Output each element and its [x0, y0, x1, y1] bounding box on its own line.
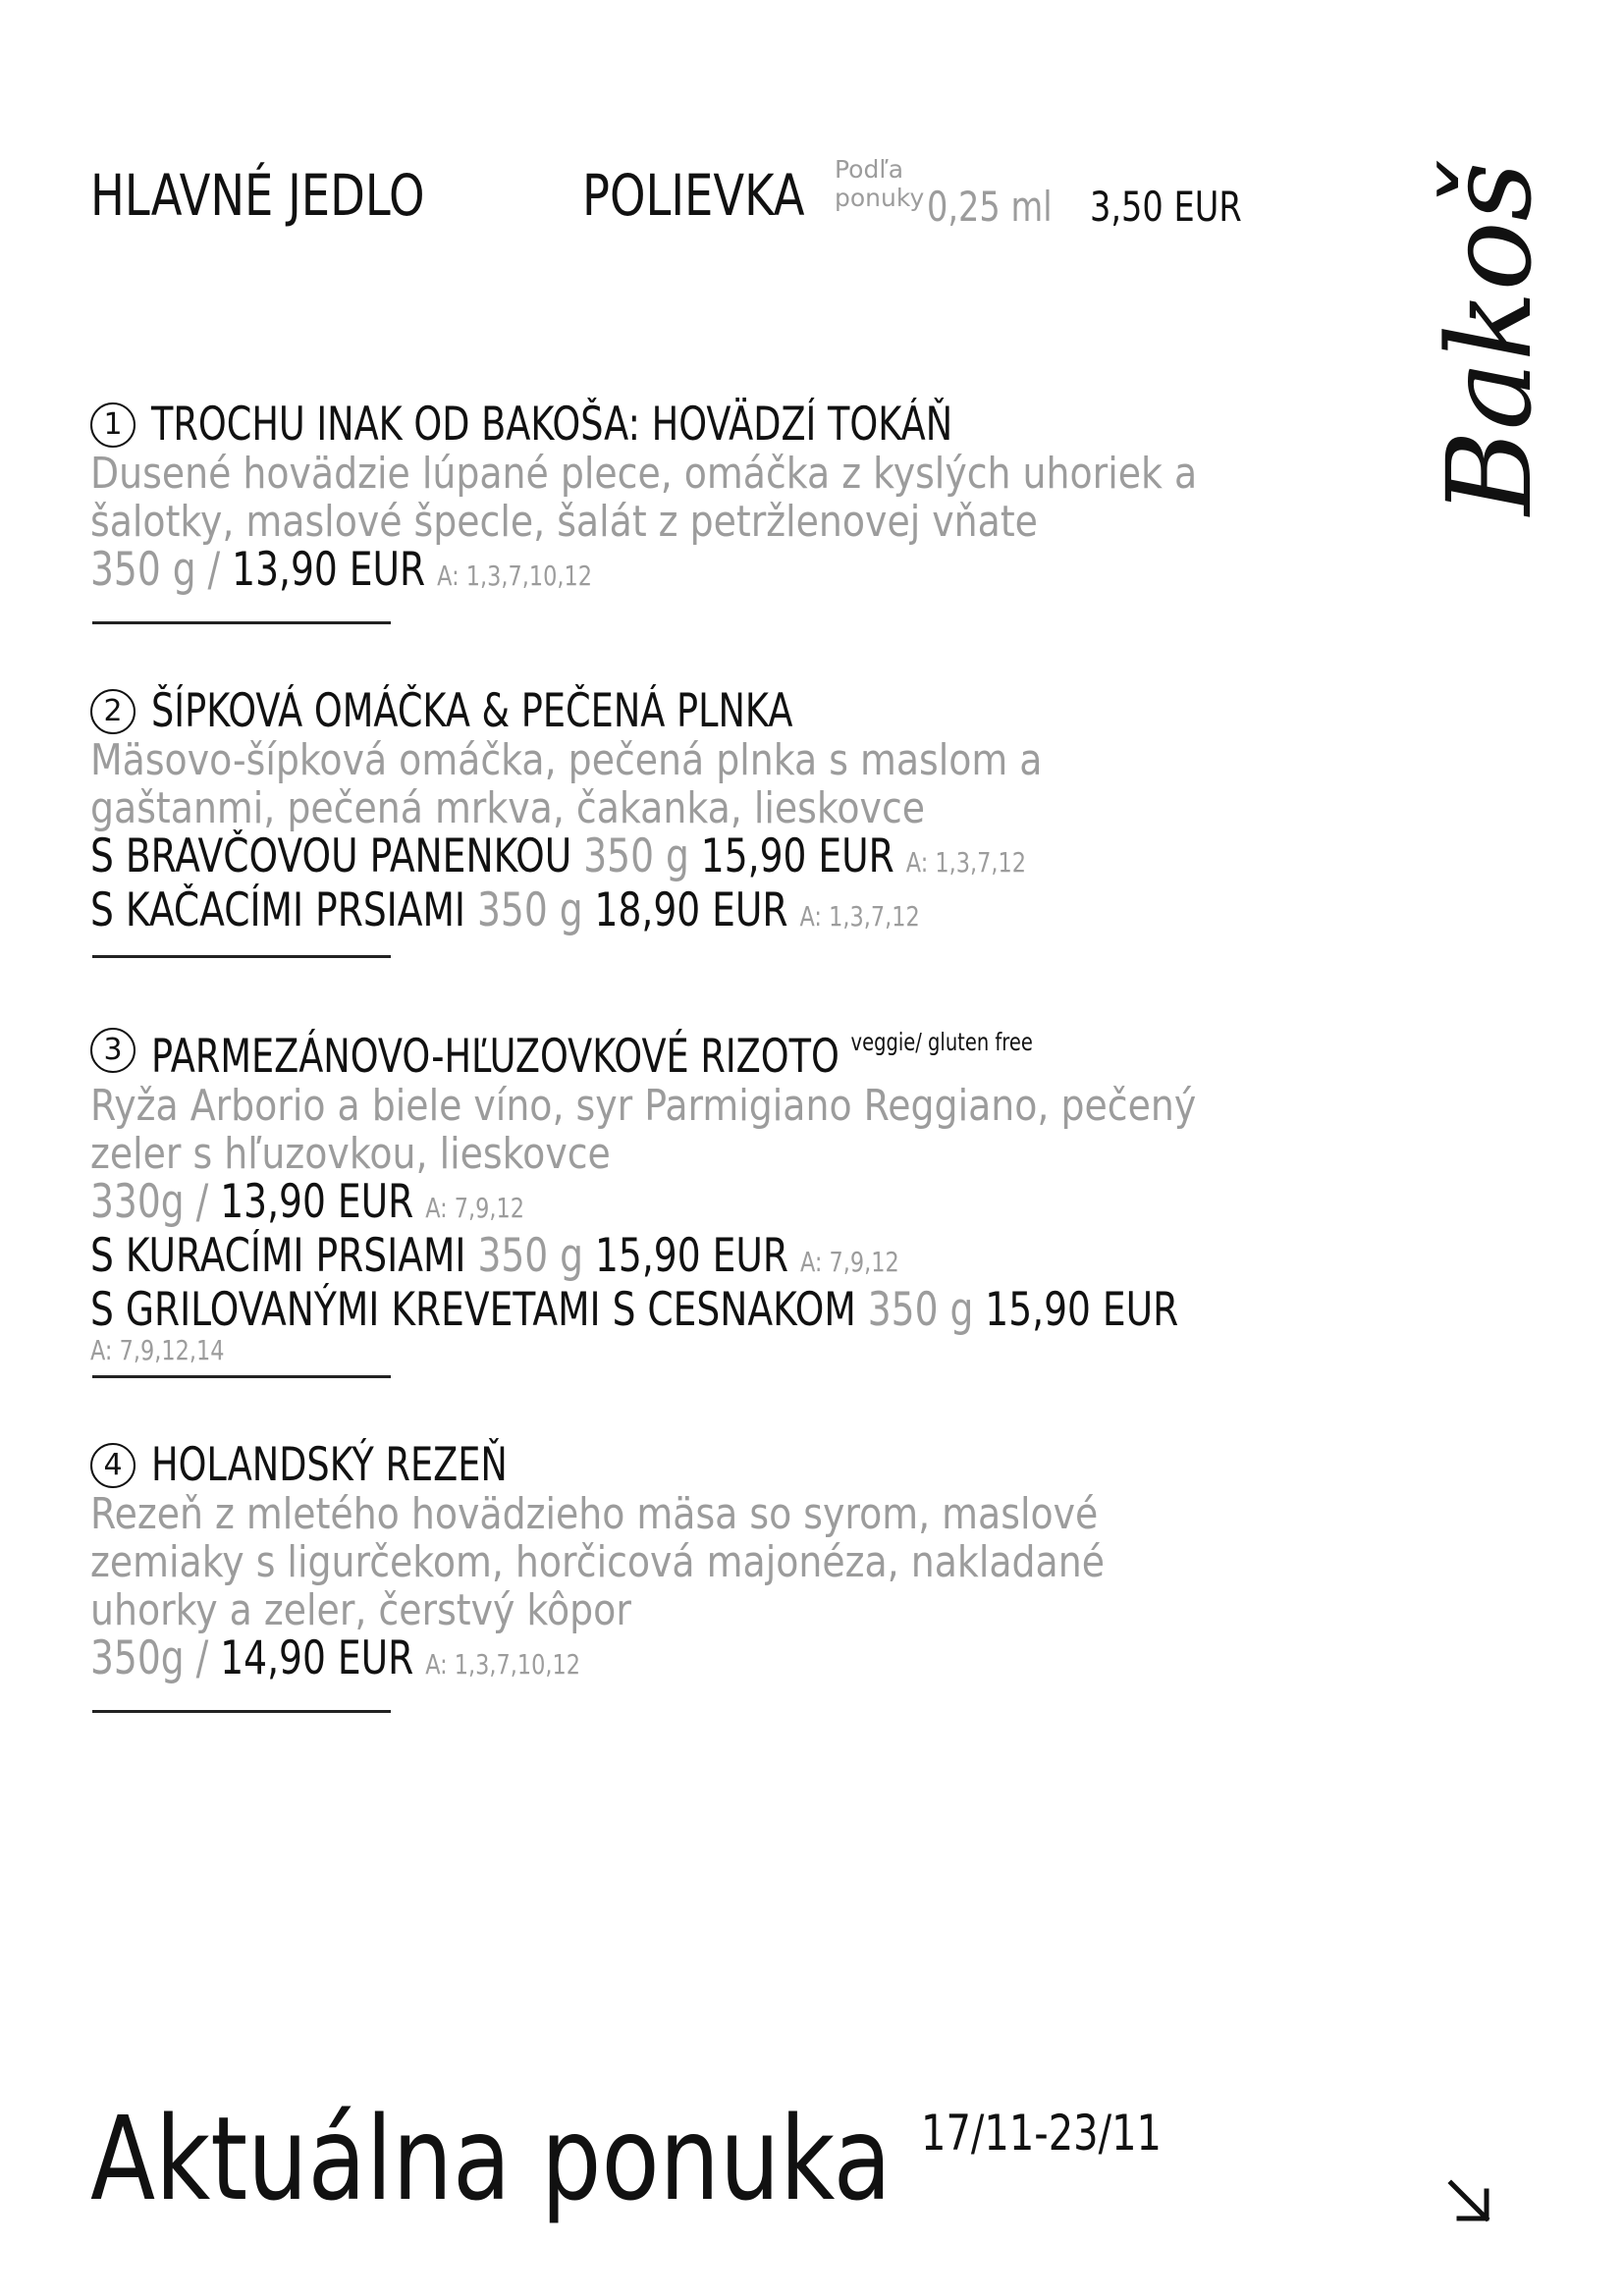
variant-price: 15,90 EUR — [595, 1229, 788, 1283]
variant-allergens: A: 7,9,12 — [799, 1246, 899, 1278]
soup-note-line1: Podľa — [835, 155, 904, 184]
item-title: 2 ŠÍPKOVÁ OMÁČKA & PEČENÁ PLNKA — [90, 684, 1318, 735]
variant-line — [90, 1283, 1318, 1337]
item-price-line — [90, 1631, 1318, 1688]
variant-price: 18,90 EUR — [594, 883, 788, 937]
variant-weight: 350 g — [477, 1229, 584, 1283]
item-description: Rezeň z mletého hovädzieho mäsa so syrom, maslové zemiaky s ligurčekom, horčicová majonéza, nakladané uhorky a zeler, čerstvý kôpor — [90, 1489, 1105, 1635]
item-price: 14,90 EUR — [220, 1631, 414, 1685]
variant-allergens: A: 7,9,12,14 — [90, 1334, 225, 1366]
divider — [92, 1710, 391, 1713]
item-weight: 330g / — [90, 1175, 209, 1229]
variant-price: 15,90 EUR — [985, 1283, 1179, 1337]
item-price: 13,90 EUR — [220, 1175, 414, 1229]
menu-item-2 — [90, 684, 1318, 940]
item-allergens: A: 1,3,7,10,12 — [437, 560, 592, 592]
menu-item-3 — [90, 1018, 1318, 1367]
divider — [92, 621, 391, 624]
item-description: Ryža Arborio a biele víno, syr Parmigiano Reggiano, pečený zeler s hľuzovkou, lieskovce — [90, 1081, 1197, 1179]
variant-allergens: A: 1,3,7,12 — [905, 846, 1026, 879]
item-number: 3 — [90, 1028, 135, 1073]
soup-note — [835, 155, 924, 212]
item-weight: 350g / — [90, 1631, 209, 1685]
variant-name: S BRAVČOVOU PANENKOU — [90, 829, 572, 883]
item-weight: 350 g / — [90, 543, 221, 597]
soup-heading: POLIEVKA — [582, 162, 805, 229]
variant-weight: 350 g — [867, 1283, 974, 1337]
variant-line — [90, 829, 1318, 886]
item-price: 13,90 EUR — [232, 543, 426, 597]
item-number: 4 — [90, 1443, 135, 1488]
variant-price: 15,90 EUR — [700, 829, 894, 883]
variant-line — [90, 1229, 1318, 1286]
variant-weight: 350 g — [476, 883, 583, 937]
item-title: 4 HOLANDSKÝ REZEŇ — [90, 1438, 1318, 1489]
soup-note-line2: ponuky — [835, 184, 925, 212]
arrow-down-right-icon — [1445, 2177, 1494, 2226]
footer-title: Aktuálna ponuka — [90, 2091, 892, 2226]
item-description: Mäsovo-šípková omáčka, pečená plnka s maslom a gaštanmi, pečená mrkva, čakanka, lieskovce — [90, 735, 1043, 833]
variant-line — [90, 883, 1318, 940]
item-allergens: A: 7,9,12 — [425, 1192, 525, 1224]
main-course-heading: HLAVNÉ JEDLO — [90, 162, 425, 229]
menu-item-1 — [90, 398, 1318, 600]
variant-name: S KURACÍMI PRSIAMI — [90, 1229, 466, 1283]
item-number: 1 — [90, 402, 135, 448]
variant-name: S GRILOVANÝMI KREVETAMI S CESNAKOM — [90, 1283, 856, 1337]
footer-date-range: 17/11-23/11 — [921, 2105, 1162, 2162]
soup-volume: 0,25 ml — [927, 183, 1053, 231]
item-description: Dusené hovädzie lúpané plece, omáčka z kyslých uhoriek a šalotky, maslové špecle, šalát z petržlenovej vňate — [90, 449, 1198, 547]
divider — [92, 955, 391, 958]
item-number: 2 — [90, 689, 135, 734]
logo-text: Bakoš — [1422, 161, 1557, 515]
item-price-line — [90, 543, 1318, 600]
menu-item-4 — [90, 1438, 1318, 1688]
soup-price: 3,50 EUR — [1090, 183, 1242, 231]
item-allergens: A: 1,3,7,10,12 — [425, 1648, 581, 1681]
diet-tag: veggie/ gluten free — [850, 1028, 1033, 1056]
item-title: 3 PARMEZÁNOVO-HĽUZOVKOVÉ RIZOTO $^{veggie/ gluten free}$ — [90, 1018, 1318, 1081]
variant-weight: 350 g — [583, 829, 689, 883]
variant-allergens: A: 1,3,7,12 — [799, 900, 920, 933]
divider — [92, 1375, 391, 1378]
bakos-logo — [1404, 137, 1571, 530]
variant-name: S KAČACÍMI PRSIAMI — [90, 883, 466, 937]
item-price-line — [90, 1175, 1318, 1232]
item-title: 1 TROCHU INAK OD BAKOŠA: HOVÄDZÍ TOKÁŇ — [90, 398, 1318, 449]
